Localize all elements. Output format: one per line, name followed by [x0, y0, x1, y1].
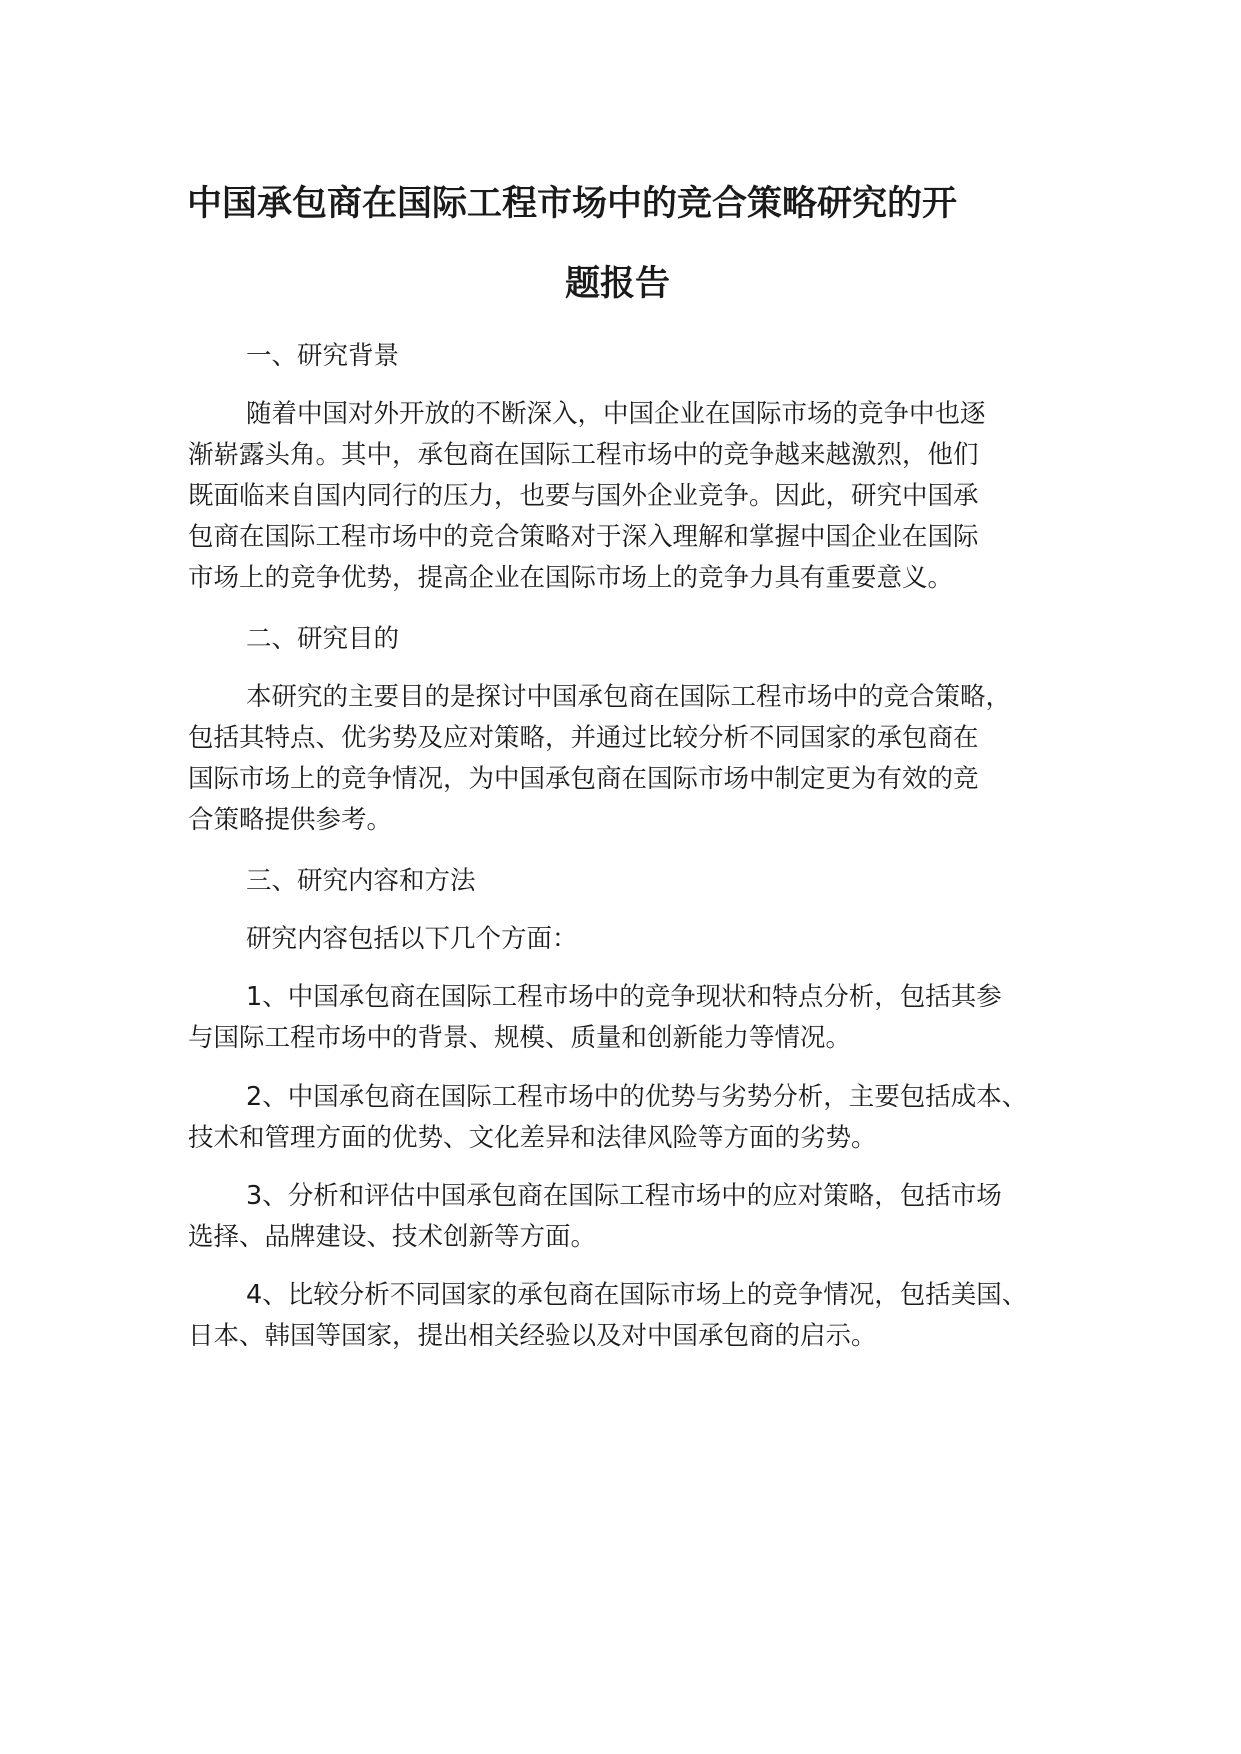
paragraph-line: 包括其特点、优劣势及应对策略，并通过比较分析不同国家的承包商在 — [188, 723, 979, 753]
paragraph-line: 国际市场上的竞争情况，为中国承包商在国际市场中制定更为有效的竞 — [188, 764, 979, 794]
list-item-line: 技术和管理方面的优势、文化差异和法律风险等方面的劣势。 — [188, 1123, 877, 1153]
paragraph-line: 随着中国对外开放的不断深入，中国企业在国际市场的竞争中也逐 — [246, 399, 986, 429]
list-item-line: 与国际工程市场中的背景、规模、质量和创新能力等情况。 — [188, 1023, 852, 1053]
list-item-line: 3、分析和评估中国承包商在国际工程市场中的应对策略，包括市场 — [246, 1181, 1002, 1211]
list-item-line: 2、中国承包商在国际工程市场中的优势与劣势分析，主要包括成本、 — [246, 1082, 1028, 1112]
list-item-line: 4、比较分析不同国家的承包商在国际市场上的竞争情况，包括美国、 — [246, 1280, 1028, 1310]
paragraph-line: 既面临来自国内同行的压力，也要与国外企业竞争。因此，研究中国承 — [188, 481, 979, 511]
list-item-line: 1、中国承包商在国际工程市场中的竞争现状和特点分析，包括其参 — [246, 982, 1002, 1012]
document-title-line-1: 中国承包商在国际工程市场中的竞合策略研究的开 — [187, 184, 958, 224]
paragraph-line: 合策略提供参考。 — [188, 805, 393, 835]
document-title-line-2: 题报告 — [565, 264, 671, 304]
list-item-line: 日本、韩国等国家，提出相关经验以及对中国承包商的启示。 — [188, 1321, 877, 1351]
section-heading-background: 一、研究背景 — [246, 341, 400, 371]
paragraph-line: 本研究的主要目的是探讨中国承包商在国际工程市场中的竞合策略， — [246, 682, 1012, 712]
paragraph-line: 市场上的竞争优势，提高企业在国际市场上的竞争力具有重要意义。 — [188, 563, 954, 593]
paragraph-line: 研究内容包括以下几个方面： — [246, 924, 578, 954]
section-heading-content-methods: 三、研究内容和方法 — [246, 866, 476, 896]
paragraph-line: 包商在国际工程市场中的竞合策略对于深入理解和掌握中国企业在国际 — [188, 522, 979, 552]
list-item-line: 选择、品牌建设、技术创新等方面。 — [188, 1222, 597, 1252]
section-heading-purpose: 二、研究目的 — [246, 624, 400, 654]
paragraph-line: 渐崭露头角。其中，承包商在国际工程市场中的竞争越来越激烈，他们 — [188, 440, 979, 470]
